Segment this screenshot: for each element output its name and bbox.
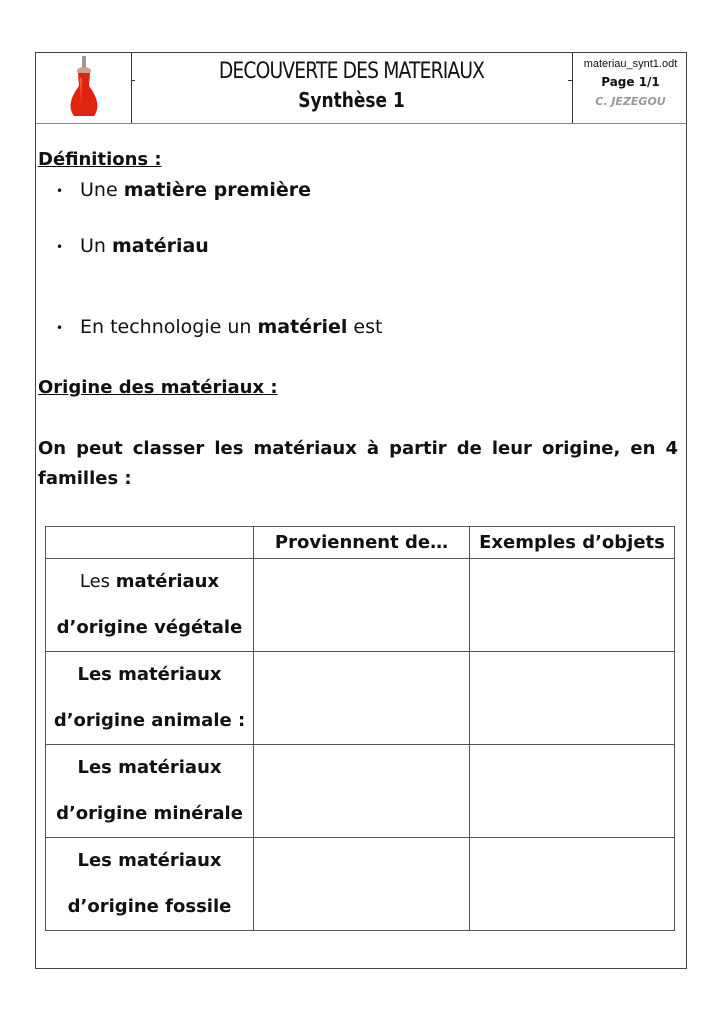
examples-cell[interactable] [470,559,675,652]
row-label-origin: d’origine animale : [53,710,246,731]
table-row [46,559,675,652]
document-subtitle: Synthèse 1 [298,88,405,112]
table-header-row [46,527,675,559]
definition-prefix: En technologie un [80,316,258,338]
row-label-plain: Les [79,571,116,592]
definition-term: matériel [257,316,348,338]
examples-cell[interactable] [470,652,675,745]
examples-cell[interactable] [470,745,675,838]
row-label-origin: d’origine minérale [56,803,243,824]
row-label [46,745,254,838]
definition-term: matière première [123,179,311,201]
meta-cell [572,53,688,123]
provenance-cell[interactable] [254,559,470,652]
provenance-cell[interactable] [254,652,470,745]
row-label [46,559,254,652]
provenance-cell[interactable] [254,745,470,838]
title-cell [131,53,572,123]
row-label-bold: Les matériaux [77,850,222,871]
row-label-bold: matériaux [115,571,220,592]
definition-item [56,179,311,201]
provenance-cell[interactable] [254,838,470,931]
filename: materiau_synt1.odt [583,58,678,70]
page-frame [35,52,687,969]
origins-table [45,526,675,931]
definition-prefix: Un [80,235,112,257]
origins-heading: Origine des matériaux : [38,377,278,398]
author: C. JEZEGOU [595,95,666,108]
table-row [46,745,675,838]
table-row [46,838,675,931]
definition-item [56,235,209,257]
document-title: DECOUVERTE DES MATERIAUX [218,59,485,84]
row-label [46,838,254,931]
column-header [46,527,254,559]
examples-cell[interactable] [470,838,675,931]
origins-intro: On peut classer les matériaux à partir de leur origine, en 4 familles : [38,438,678,489]
table-row [46,652,675,745]
bullet-icon: • [56,239,64,254]
definition-item [56,316,382,338]
logo-cell [36,53,132,123]
bullet-icon: • [56,183,64,198]
definition-prefix: Une [80,179,124,201]
row-label-origin: d’origine végétale [56,617,243,638]
row-label-bold: Les matériaux [77,664,222,685]
bullet-icon: • [56,320,64,335]
row-label [46,652,254,745]
page-number: Page 1/1 [601,75,660,89]
definitions-heading: Définitions : [38,149,162,170]
definition-suffix: est [347,316,383,338]
definition-term: matériau [112,235,209,257]
column-header: Exemples d’objets [470,527,675,559]
document-header [36,53,686,124]
red-flask-icon [64,56,104,120]
row-label-bold: Les matériaux [77,757,222,778]
row-label-origin: d’origine fossile [67,896,232,917]
column-header: Proviennent de… [254,527,470,559]
